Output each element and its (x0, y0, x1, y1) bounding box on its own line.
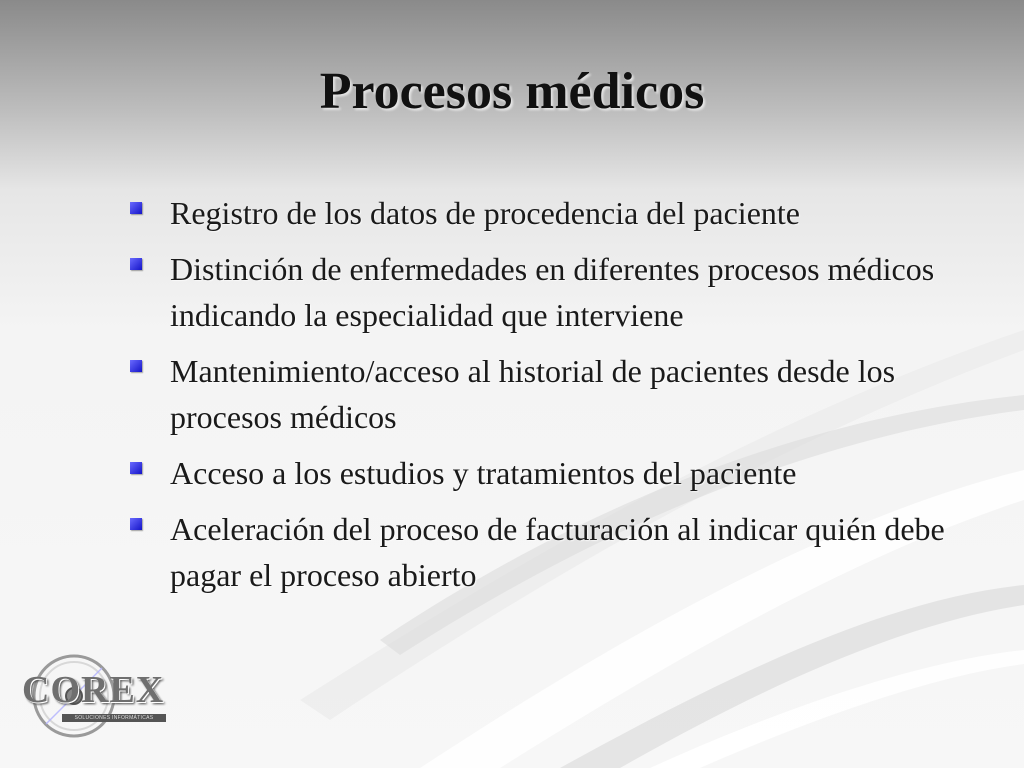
bullet-text: Acceso a los estudios y tratamientos del paciente (170, 455, 797, 491)
logo-subtitle: SOLUCIONES INFORMÁTICAS (62, 714, 166, 722)
square-bullet-icon (130, 518, 142, 530)
square-bullet-icon (130, 258, 142, 270)
corex-logo (22, 650, 172, 742)
bullet-list (130, 190, 980, 608)
square-bullet-icon (130, 202, 142, 214)
bullet-text: Mantenimiento/acceso al historial de pacientes desde los procesos médicos (170, 353, 896, 435)
logo-text: COREX (22, 669, 165, 711)
square-bullet-icon (130, 462, 142, 474)
bullet-text: Aceleración del proceso de facturación al indicar quién debe pagar el proceso abierto (170, 511, 945, 593)
list-item (130, 190, 980, 236)
list-item (130, 506, 980, 598)
slide-title: Procesos médicos (319, 63, 705, 120)
list-item (130, 246, 980, 338)
list-item (130, 348, 980, 440)
bullet-text: Distinción de enfermedades en diferentes procesos médicos indicando la especialidad que interviene (170, 251, 935, 333)
list-item (130, 450, 980, 496)
square-bullet-icon (130, 360, 142, 372)
bullet-text: Registro de los datos de procedencia del paciente (170, 195, 800, 231)
